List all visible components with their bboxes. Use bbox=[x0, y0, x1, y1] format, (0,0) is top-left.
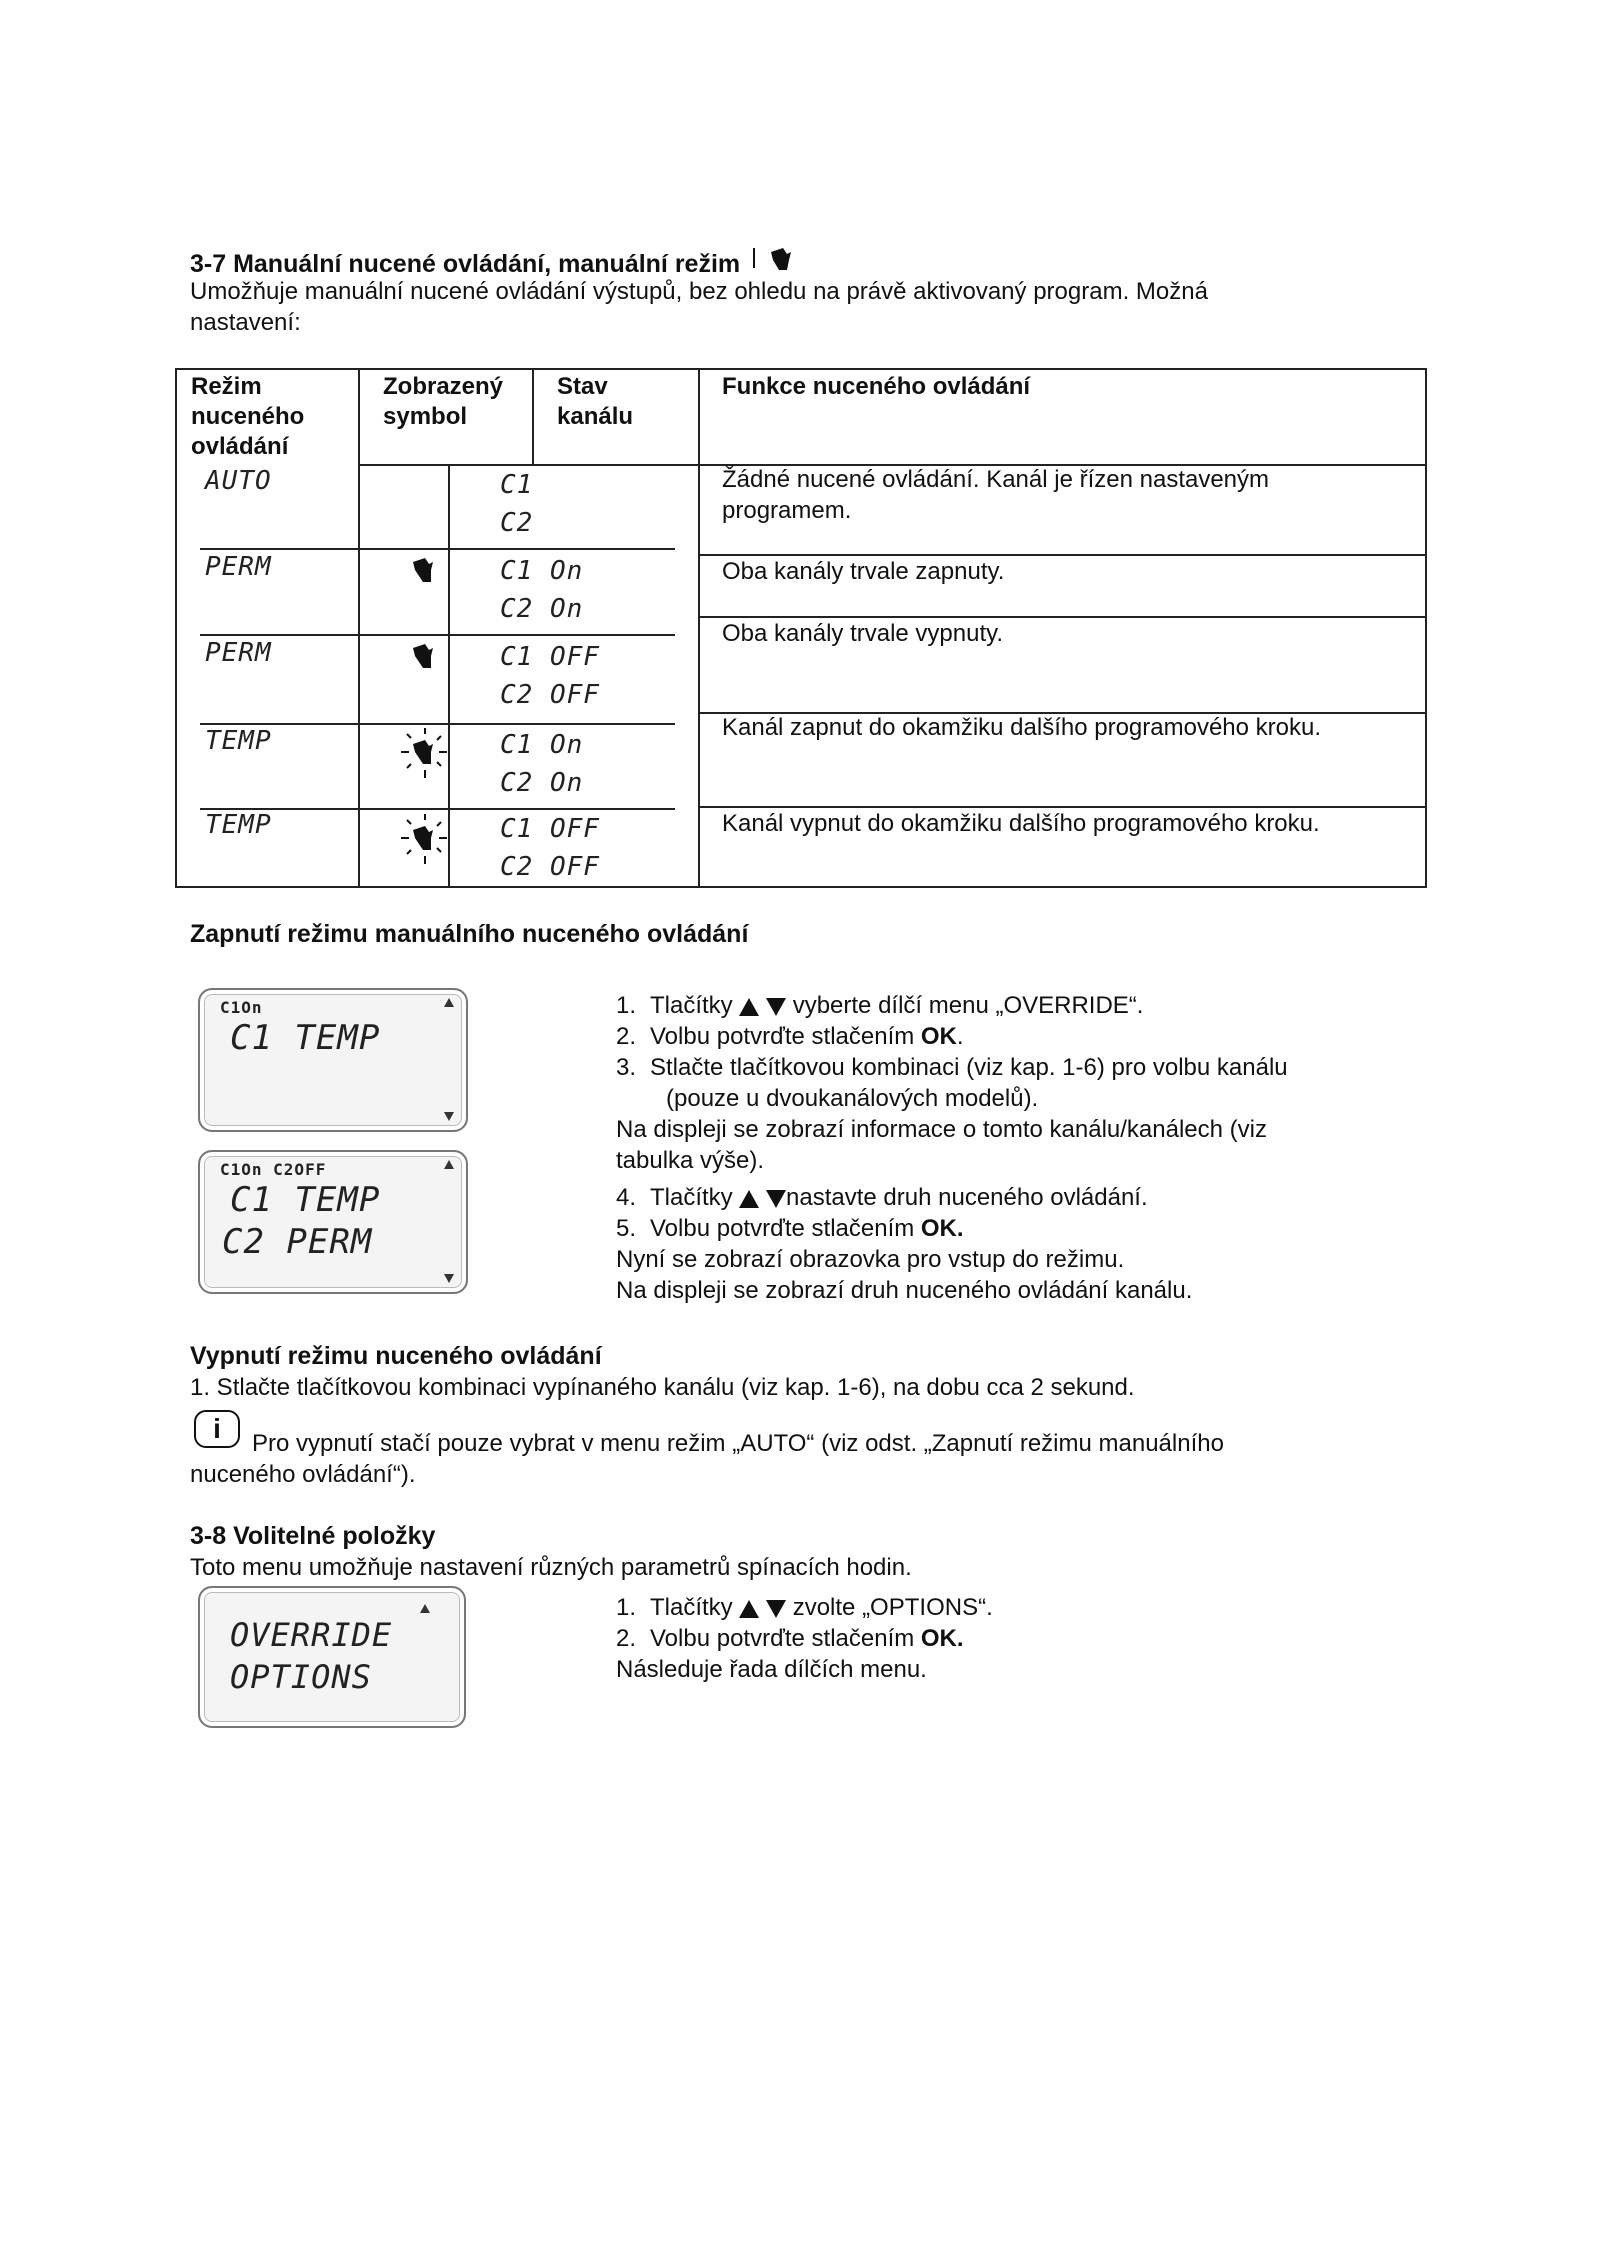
table-row-mode: TEMP bbox=[205, 726, 272, 756]
header-state: Stav kanálu bbox=[557, 373, 634, 430]
scroll-up-icon bbox=[420, 1604, 430, 1613]
table-row-state: C1 On C2 On bbox=[500, 556, 584, 624]
lcd-screen: OVERRIDE OPTIONS bbox=[198, 1586, 466, 1728]
table-row-function: Kanál vypnut do okamžiku dalšího programového kroku. bbox=[722, 810, 1320, 837]
enable-title: Zapnutí režimu manuálního nuceného ovládání bbox=[190, 920, 749, 948]
step-2: 2. Volbu potvrďte stlačením OK. bbox=[616, 1023, 964, 1050]
lcd-screen: C1On C1 TEMP bbox=[198, 988, 468, 1132]
scroll-up-icon bbox=[444, 1160, 454, 1169]
hand-blink-icon bbox=[397, 812, 453, 875]
header-symbol: Zobrazený symbol bbox=[383, 373, 504, 430]
table-row-state: C1 OFF C2 OFF bbox=[500, 642, 600, 710]
section-37-intro: Umožňuje manuální nucené ovládání výstupů, bez ohledu na právě aktivovaný program. Možná nastavení: bbox=[190, 278, 1208, 336]
arrow-up-icon bbox=[739, 998, 759, 1016]
step-3: 3. Stlačte tlačítkovou kombinaci (viz kap. 1-6) pro volbu kanálu bbox=[616, 1054, 1288, 1081]
section-38-intro: Toto menu umožňuje nastavení různých parametrů spínacích hodin. bbox=[190, 1554, 912, 1581]
lcd-screen: C1On C2OFF C1 TEMP C2 PERM bbox=[198, 1150, 468, 1294]
step-1: 1. Tlačítky zvolte „OPTIONS“. bbox=[616, 1594, 993, 1621]
arrow-down-icon bbox=[766, 1600, 786, 1618]
step-2: 2. Volbu potvrďte stlačením OK. bbox=[616, 1625, 964, 1652]
table-row-mode: AUTO bbox=[205, 466, 272, 496]
hand-blink-icon bbox=[397, 726, 453, 789]
enable-steps: 1. Tlačítky vyberte dílčí menu „OVERRIDE“. 2. Volbu potvrďte stlačením OK. 3. Stlačte tlačítkovou kombinaci (viz kap. 1-6) pro volbu kanálu (pouze u dvoukanálových modelů). Na displeji se zobrazí informace o tomto kanálu/kanálech (viz tabulka výše). 4. Tlačítky nastavte druh nuceného ovládání. 5. Volbu potvrďte stlačením OK. Nyní se zobrazí obrazovka pro vstup do režimu. Na displeji se zobrazí druh nuceného ovládání kanálu. bbox=[616, 990, 1416, 1306]
disable-info: Pro vypnutí stačí pouze vybrat v menu režim „AUTO“ (viz odst. „Zapnutí režimu manuálního nuceného ovládání“). bbox=[190, 1430, 1224, 1488]
step-4: 4. Tlačítky nastavte druh nuceného ovládání. bbox=[616, 1184, 1148, 1211]
section-38-title: 3-8 Volitelné položky bbox=[190, 1522, 436, 1550]
arrow-down-icon bbox=[766, 998, 786, 1016]
hand-icon bbox=[411, 556, 443, 591]
step-1: 1. Tlačítky vyberte dílčí menu „OVERRIDE“. bbox=[616, 992, 1144, 1019]
section-38-steps: 1. Tlačítky zvolte „OPTIONS“. 2. Volbu potvrďte stlačením OK. Následuje řada dílčích menu. bbox=[616, 1592, 1416, 1685]
scroll-down-icon bbox=[444, 1112, 454, 1121]
override-table bbox=[175, 368, 1427, 888]
disable-step-1: 1. Stlačte tlačítkovou kombinaci vypínaného kanálu (viz kap. 1-6), na dobu cca 2 sekund. bbox=[190, 1374, 1135, 1401]
table-row-mode: PERM bbox=[205, 638, 272, 668]
arrow-up-icon bbox=[739, 1190, 759, 1208]
table-row-function: Oba kanály trvale vypnuty. bbox=[722, 620, 1004, 647]
table-row-function: Žádné nucené ovládání. Kanál je řízen nastaveným programem. bbox=[722, 466, 1270, 524]
header-mode: Režim nuceného ovládání bbox=[191, 373, 305, 460]
hand-icon bbox=[411, 642, 443, 677]
arrow-up-icon bbox=[739, 1600, 759, 1618]
section-37-title: 3-7 Manuální nucené ovládání, manuální režim bbox=[190, 246, 801, 281]
table-row-function: Oba kanály trvale zapnuty. bbox=[722, 558, 1005, 585]
table-row-state: C1 C2 bbox=[500, 470, 534, 538]
table-row-mode: PERM bbox=[205, 552, 272, 582]
scroll-down-icon bbox=[444, 1274, 454, 1283]
info-icon: i bbox=[194, 1410, 240, 1448]
arrow-down-icon bbox=[766, 1190, 786, 1208]
disable-title: Vypnutí režimu nuceného ovládání bbox=[190, 1342, 602, 1370]
step-5: 5. Volbu potvrďte stlačením OK. bbox=[616, 1215, 964, 1242]
header-function: Funkce nuceného ovládání bbox=[722, 373, 1031, 400]
table-row-state: C1 On C2 On bbox=[500, 730, 584, 798]
scroll-up-icon bbox=[444, 998, 454, 1007]
table-row-function: Kanál zapnut do okamžiku dalšího programového kroku. bbox=[722, 714, 1322, 741]
table-row-state: C1 OFF C2 OFF bbox=[500, 814, 600, 882]
table-row-mode: TEMP bbox=[205, 810, 272, 840]
